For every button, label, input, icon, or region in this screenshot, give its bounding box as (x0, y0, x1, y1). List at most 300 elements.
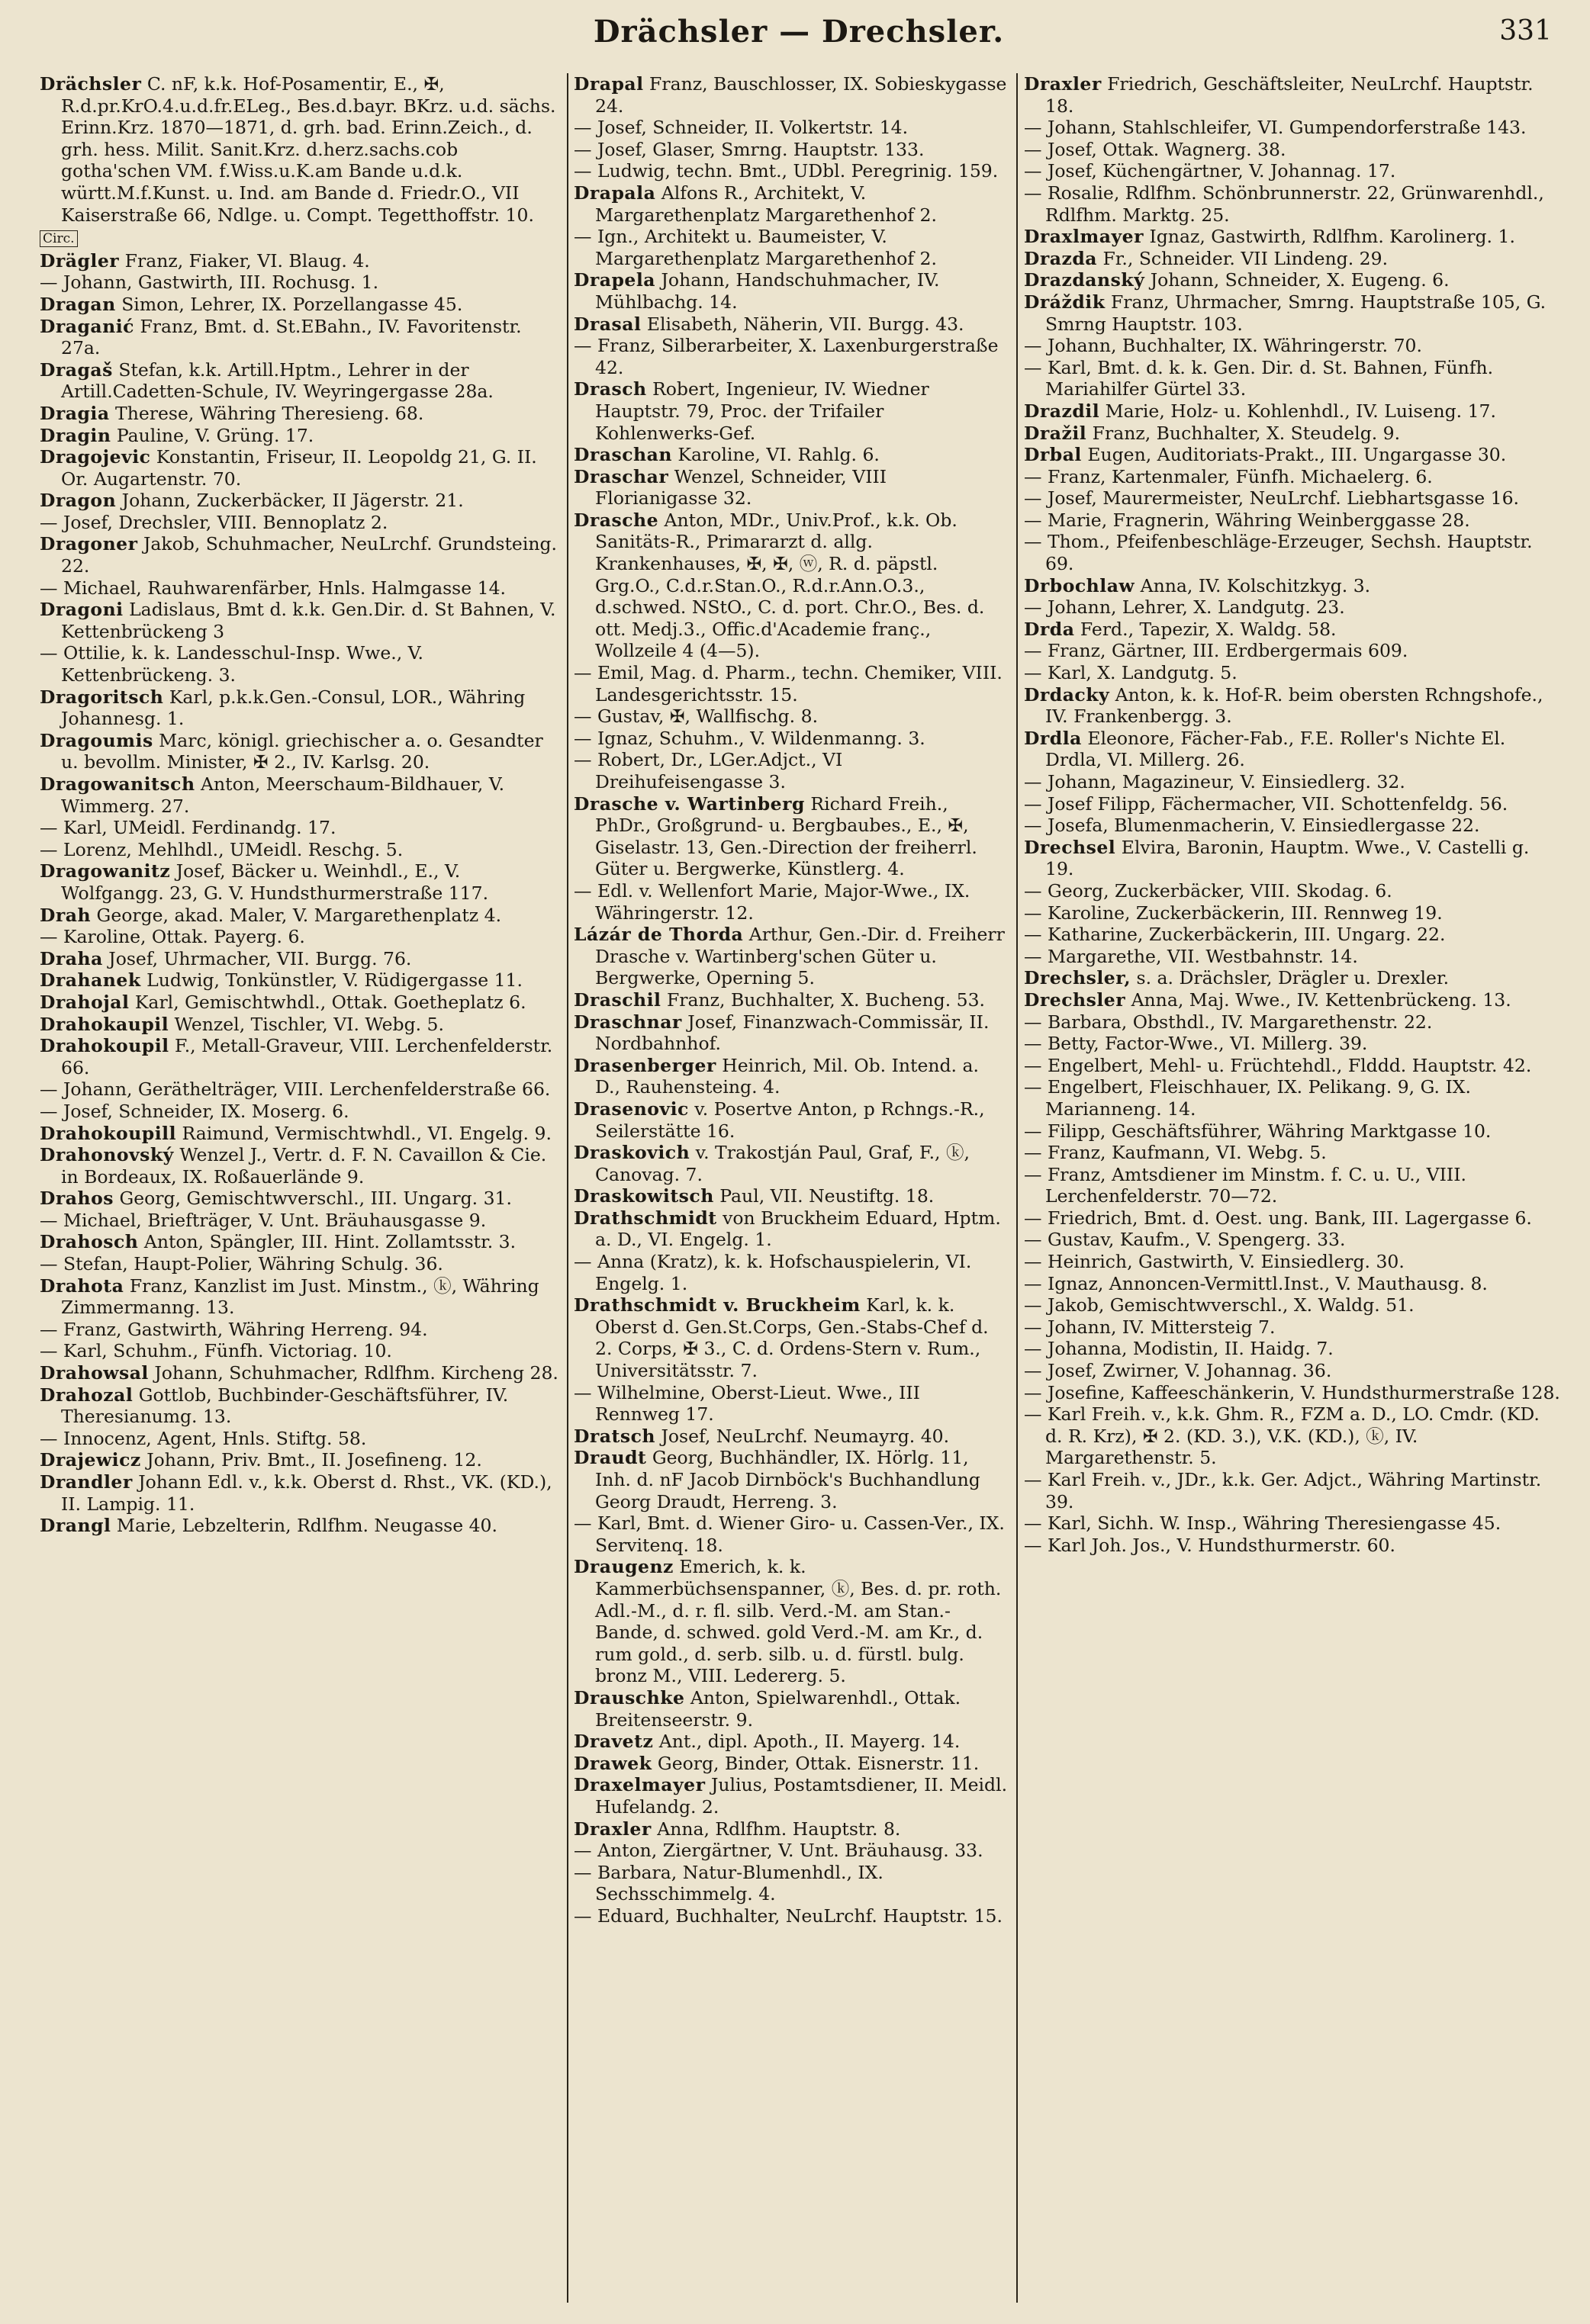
entry-details: Marie, Holz- u. Kohlenhdl., IV. Luiseng. 17. (1099, 400, 1496, 422)
entry-details: — Michael, Rauhwarenfärber, Hnls. Halmgasse 14. (40, 577, 506, 599)
entry-details: — Barbara, Natur-Blumenhdl., IX. Sechsschimmelg. 4. (574, 1861, 884, 1905)
directory-entry (574, 1905, 1009, 1927)
entry-details: — Karoline, Zuckerbäckerin, III. Rennweg 19. (1024, 902, 1443, 924)
entry-details: — Johann, Stahlschleifer, VI. Gumpendorferstraße 143. (1024, 117, 1527, 139)
directory-entry (1024, 1512, 1561, 1535)
entry-details: — Johann, Gastwirth, III. Rochusg. 1. (40, 272, 379, 294)
directory-entry (1024, 444, 1561, 466)
entry-surname: Dragoner (40, 533, 138, 555)
entry-surname: Drapala (574, 182, 656, 204)
entry-details: — Franz, Silberarbeiter, X. Laxenburgerstraße 42. (574, 335, 999, 378)
entry-surname: Drda (1024, 618, 1075, 640)
entry-details: Raimund, Vermischtwhdl., VI. Engelg. 9. (176, 1122, 552, 1144)
entry-details: Johann, Handschuhmacher, IV. Mühlbachg. 14. (595, 269, 940, 313)
entry-details: v. Posertve Anton, p Rchngs.-R., Seilerstätte 16. (595, 1098, 985, 1142)
entry-details: George, akad. Maler, V. Margarethenplatz 4. (91, 904, 502, 926)
directory-entry (1024, 1294, 1561, 1316)
entry-details: — Josef, Schneider, II. Volkertstr. 14. (574, 117, 909, 139)
entry-details: — Josef, Maurermeister, NeuLrchf. Liebhartsgasse 16. (1024, 487, 1520, 509)
entry-details: Georg, Gemischtwverschl., III. Ungarg. 31. (113, 1188, 512, 1210)
directory-entry (1024, 531, 1561, 574)
entry-surname: Drazdanský (1024, 269, 1145, 291)
directory-entry (574, 706, 1009, 728)
entry-details: — Josef, Schneider, IX. Moserg. 6. (40, 1100, 349, 1122)
entry-surname: Drdacky (1024, 683, 1110, 706)
entry-details: — Jakob, Gemischtwverschl., X. Waldg. 51. (1024, 1294, 1415, 1316)
directory-entry (574, 335, 1009, 378)
entry-surname: Dratsch (574, 1425, 655, 1447)
directory-entry (40, 316, 563, 359)
entry-surname: Dragojevic (40, 446, 151, 468)
entry-details: — Karl, X. Landgutg. 5. (1024, 662, 1238, 684)
entry-details: Johann Edl. v., k.k. Oberst d. Rhst., VK. (KD.), II. Lampig. 11. (61, 1471, 552, 1515)
entry-details: — Anna (Kratz), k. k. Hofschauspielerin, VI. Engelg. 1. (574, 1251, 972, 1294)
directory-entry (574, 1426, 1009, 1448)
directory-entry (1024, 880, 1561, 902)
entry-details: — Franz, Gastwirth, Währing Herreng. 94. (40, 1318, 428, 1340)
entry-details: — Katharine, Zuckerbäckerin, III. Ungarg. 22. (1024, 924, 1446, 946)
entry-details: — Thom., Pfeifenbeschläge-Erzeuger, Sechsh. Hauptstr. 69. (1024, 531, 1533, 575)
entry-details: Franz, Buchhalter, X. Steudelg. 9. (1086, 422, 1401, 444)
directory-entry (1024, 160, 1561, 182)
entry-details: — Josef, Zwirner, V. Johannag. 36. (1024, 1360, 1332, 1382)
directory-entry (1024, 902, 1561, 924)
entry-surname: Drahojal (40, 991, 130, 1013)
directory-entry (40, 1035, 563, 1078)
directory-entry (574, 182, 1009, 226)
directory-entry (574, 662, 1009, 706)
directory-entry (40, 577, 563, 599)
directory-entry (1024, 1273, 1561, 1295)
entry-details: — Barbara, Obsthdl., IV. Margarethenstr. 22. (1024, 1011, 1433, 1033)
entry-details: Anton, MDr., Univ.Prof., k.k. Ob. Sanitäts-R., Primararzt d. allg. Krankenhauses, ✠, ✠, ⓦ, R. d. päpstl. Grg.O., C.d.r.Stan.O., R.d.r.Ann.O.3., d.schwed. NStO., C. d. port. Chr.O., Bes. d. ott. Medj.3., Offic.d'Academie franç., Wollzeile 4 (4—5). (595, 509, 985, 662)
entry-details: — Franz, Gärtner, III. Erdbergermais 609. (1024, 640, 1408, 662)
entry-details: von Bruckheim Eduard, Hptm. a. D., VI. Engelg. 1. (595, 1207, 1001, 1251)
entry-surname: Draschnar (574, 1011, 682, 1033)
directory-entry (1024, 640, 1561, 662)
entry-details: Ferd., Tapezir, X. Waldg. 58. (1074, 618, 1337, 640)
directory-entry (574, 1862, 1009, 1905)
directory-entry (1024, 575, 1561, 597)
entry-details: Johann, Zuckerbäcker, II Jägerstr. 21. (116, 490, 464, 512)
entry-surname: Dražil (1024, 422, 1087, 444)
entry-details: — Karl Joh. Jos., V. Hundsthurmerstr. 60. (1024, 1534, 1395, 1556)
entry-details: — Engelbert, Mehl- u. Früchtehdl., Flddd. Hauptstr. 42. (1024, 1054, 1532, 1076)
directory-entry (1024, 793, 1561, 815)
entry-details: F., Metall-Graveur, VIII. Lerchenfelderstr. 66. (61, 1035, 553, 1078)
entry-details: — Karl, Bmt. d. Wiener Giro- u. Cassen-Ver., IX. Servitenq. 18. (574, 1512, 1005, 1556)
entry-details: — Ludwig, techn. Bmt., UDbl. Peregrinig. 159. (574, 160, 999, 182)
directory-entry (40, 1275, 563, 1319)
directory-entry (40, 969, 563, 992)
entry-surname: Drangl (40, 1515, 111, 1537)
directory-entry (1024, 423, 1561, 445)
directory-entry (40, 1144, 563, 1188)
entry-details: — Edl. v. Wellenfort Marie, Major-Wwe., IX. Währingerstr. 12. (574, 879, 970, 924)
directory-entry (1024, 1229, 1561, 1251)
directory-entry (1024, 1055, 1561, 1077)
entry-details: Robert, Ingenieur, IV. Wiedner Hauptstr. 79, Proc. der Trifailer Kohlenwerks-Gef. (595, 378, 929, 444)
directory-entry (40, 642, 563, 686)
entry-surname: Drdla (1024, 727, 1082, 749)
entry-details: — Emil, Mag. d. Pharm., techn. Chemiker, VIII. Landesgerichtsstr. 15. (574, 662, 1003, 706)
directory-entry (40, 599, 563, 642)
directory-entry (40, 73, 563, 226)
directory-entry (574, 1098, 1009, 1142)
entry-surname: Drägler (40, 249, 120, 272)
entry-details: Franz, Bmt. d. St.EBahn., IV. Favoritenstr. 27a. (61, 315, 522, 359)
entry-surname: Drauschke (574, 1686, 685, 1708)
directory-entry (574, 1818, 1009, 1840)
entry-details: Wenzel, Schneider, VIII Florianigasse 32. (595, 465, 887, 509)
directory-entry (40, 490, 563, 512)
directory-entry (1024, 1120, 1561, 1143)
directory-entry (40, 294, 563, 316)
entry-details: — Ottilie, k. k. Landesschul-Insp. Wwe., V. Kettenbrückeng. 3. (40, 642, 423, 686)
directory-entry (574, 880, 1009, 924)
directory-entry (40, 446, 563, 490)
directory-entry (40, 1078, 563, 1101)
entry-details: — Karl, Schuhm., Fünfh. Victoriag. 10. (40, 1340, 392, 1362)
entry-details: Jakob, Schuhmacher, NeuLrchf. Grundsteing. 22. (61, 533, 557, 577)
entry-details: Friedrich, Geschäftsleiter, NeuLrchf. Hauptstr. 18. (1045, 73, 1534, 117)
directory-entry (40, 1428, 563, 1450)
directory-entry (40, 1101, 563, 1123)
entry-details: — Josef, Drechsler, VIII. Bennoplatz 2. (40, 511, 388, 533)
directory-entry (574, 989, 1009, 1011)
directory-entry (40, 839, 563, 861)
entry-details: Anna, Rdlfhm. Hauptstr. 8. (651, 1818, 901, 1840)
directory-entry (40, 1340, 563, 1362)
entry-details: Paul, VII. Neustiftg. 18. (713, 1185, 935, 1207)
directory-entry (1024, 815, 1561, 837)
entry-surname: Drahonovský (40, 1144, 174, 1166)
entry-details: — Johann, Lehrer, X. Landgutg. 23. (1024, 596, 1345, 619)
directory-entry (574, 1185, 1009, 1207)
entry-details: — Karl, Sichh. W. Insp., Währing Theresiengasse 45. (1024, 1512, 1501, 1535)
entry-surname: Dragon (40, 490, 117, 512)
directory-entry (1024, 946, 1561, 968)
directory-entry (1024, 837, 1561, 880)
directory-entry (574, 1753, 1009, 1775)
entry-details: Ant., dipl. Apoth., II. Mayerg. 14. (653, 1731, 961, 1753)
directory-entry (574, 160, 1009, 182)
entry-details: Eugen, Auditoriats-Prakt., III. Ungargasse 30. (1081, 444, 1507, 466)
entry-surname: Draugenz (574, 1556, 674, 1578)
directory-entry (1024, 291, 1561, 335)
entry-surname: Dragan (40, 293, 116, 315)
directory-entry (40, 1188, 563, 1210)
entry-surname: Draganić (40, 315, 134, 337)
entry-details: Franz, Kanzlist im Just. Minstm., ⓚ, Währing Zimmermanng. 13. (61, 1275, 539, 1319)
entry-details: — Josef, Küchengärtner, V. Johannag. 17. (1024, 160, 1396, 182)
entry-surname: Draxelmayer (574, 1774, 706, 1796)
entry-surname: Drahokaupil (40, 1013, 169, 1035)
directory-entry (574, 1512, 1009, 1556)
directory-entry (40, 1471, 563, 1515)
entry-surname: Draskovich (574, 1142, 690, 1164)
entry-details: Franz, Bauschlosser, IX. Sobieskygasse 24. (595, 73, 1007, 117)
directory-entry (574, 466, 1009, 509)
entry-details: — Filipp, Geschäftsführer, Währing Marktgasse 10. (1024, 1120, 1492, 1142)
entry-surname: Drah (40, 904, 92, 926)
directory-entry (40, 730, 563, 773)
entry-details: — Anton, Ziergärtner, V. Unt. Bräuhausg. 33. (574, 1840, 983, 1862)
entry-surname: Dragowanitsch (40, 773, 195, 795)
directory-entry (1024, 357, 1561, 400)
entry-surname: Drahos (40, 1188, 114, 1210)
directory-entry (1024, 248, 1561, 270)
directory-entry (574, 1687, 1009, 1731)
entry-details: — Betty, Factor-Wwe., VI. Millerg. 39. (1024, 1033, 1368, 1055)
entry-surname: Drapela (574, 269, 656, 291)
directory-entry (40, 1449, 563, 1471)
entry-details: Konstantin, Friseur, II. Leopoldg 21, G. II. Or. Augartenstr. 70. (61, 446, 537, 490)
entry-details: — Eduard, Buchhalter, NeuLrchf. Hauptstr. 15. (574, 1905, 1003, 1927)
entry-details: Josef, Uhrmacher, VII. Burgg. 76. (102, 947, 412, 969)
entry-details: — Heinrich, Gastwirth, V. Einsiedlerg. 30. (1024, 1251, 1405, 1273)
directory-entry (574, 1774, 1009, 1818)
entry-details: — Stefan, Haupt-Polier, Währing Schulg. 36. (40, 1253, 443, 1275)
entry-surname: Dragaš (40, 358, 113, 381)
entry-surname: Dragoritsch (40, 686, 164, 708)
entry-details: — Karl, UMeidl. Ferdinandg. 17. (40, 817, 336, 839)
entry-details: Georg, Binder, Ottak. Eisnerstr. 11. (652, 1752, 980, 1774)
directory-entry (40, 1231, 563, 1253)
entry-details: Pauline, V. Grüng. 17. (111, 424, 314, 446)
directory-entry (40, 1210, 563, 1232)
entry-details: — Josefine, Kaffeeschänkerin, V. Hundsthurmerstraße 128. (1024, 1381, 1560, 1403)
directory-entry (574, 139, 1009, 161)
entry-surname: Draskowitsch (574, 1185, 714, 1207)
entry-surname: Drahozal (40, 1384, 134, 1406)
directory-entry (1024, 662, 1561, 684)
column-rule-2 (1016, 73, 1018, 2303)
directory-entry (574, 1011, 1009, 1055)
entry-details: Franz, Fiaker, VI. Blaug. 4. (119, 249, 370, 272)
entry-surname: Drahowsal (40, 1362, 149, 1384)
directory-entry (40, 1253, 563, 1275)
column-1 (40, 73, 563, 2309)
entry-details: Therese, Währing Theresieng. 68. (109, 402, 424, 424)
column-2 (574, 73, 1009, 2309)
entry-details: — Karl Freih. v., k.k. Ghm. R., FZM a. D., LO. Cmdr. (KD. d. R. Krz), ✠ 2. (KD. 3.), V.K. (KD.), ⓚ, IV. Margarethenstr. 5. (1024, 1403, 1540, 1469)
directory-entry (574, 1556, 1009, 1687)
entry-details: — Josefa, Blumenmacherin, V. Einsiedlergasse 22. (1024, 815, 1480, 837)
entry-details: — Friedrich, Bmt. d. Oest. ung. Bank, III. Lagergasse 6. (1024, 1207, 1532, 1229)
entry-details: — Ignaz, Annoncen-Vermittl.Inst., V. Mauthausg. 8. (1024, 1272, 1488, 1294)
entry-details: — Michael, Briefträger, V. Unt. Bräuhausgasse 9. (40, 1209, 487, 1231)
entry-surname: Drasch (574, 378, 647, 400)
entry-details: Franz, Buchhalter, X. Bucheng. 53. (661, 988, 986, 1011)
entry-details: — Karoline, Ottak. Payerg. 6. (40, 926, 305, 948)
directory-entry (40, 403, 563, 425)
entry-surname: Drbal (1024, 444, 1082, 466)
directory-entry (1024, 182, 1561, 226)
entry-details: — Karl Freih. v., JDr., k.k. Ger. Adjct., Währing Martinstr. 39. (1024, 1469, 1542, 1512)
entry-surname: Draschan (574, 444, 672, 466)
entry-details: Alfons R., Architekt, V. Margarethenplatz Margarethenhof 2. (595, 182, 937, 226)
directory-entry (40, 773, 563, 817)
entry-details: — Karl, Bmt. d. k. k. Gen. Dir. d. St. Bahnen, Fünfh. Mariahilfer Gürtel 33. (1024, 356, 1494, 400)
directory-entry (574, 378, 1009, 444)
directory-entry (574, 444, 1009, 466)
directory-entry (1024, 1164, 1561, 1207)
directory-entry (1024, 1011, 1561, 1033)
column-3 (1024, 73, 1561, 2309)
entry-surname: Drasche (574, 509, 659, 531)
entry-surname: Dragowanitz (40, 860, 171, 882)
directory-entry (40, 860, 563, 904)
directory-entry (1024, 117, 1561, 139)
directory-entry (40, 533, 563, 577)
entry-details: — Johann, Buchhalter, IX. Währingerstr. 70. (1024, 335, 1422, 357)
directory-entry (40, 926, 563, 948)
entry-details: s. a. Drächsler, Drägler u. Drexler. (1131, 967, 1450, 989)
entry-surname: Draschar (574, 465, 669, 487)
running-title: Drächsler — Drechsler. (593, 14, 1005, 50)
entry-details: Ludwig, Tonkünstler, V. Rüdigergasse 11. (140, 969, 523, 992)
directory-entry (574, 1731, 1009, 1753)
entry-surname: Drasenovic (574, 1098, 689, 1120)
directory-entry (40, 359, 563, 403)
entry-surname: Drahokoupill (40, 1122, 177, 1144)
entry-details: — Margarethe, VII. Westbahnstr. 14. (1024, 945, 1358, 967)
directory-entry (40, 425, 563, 447)
entry-surname: Drajewicz (40, 1449, 141, 1471)
entry-surname: Drechsler, (1024, 967, 1131, 989)
directory-entry (1024, 989, 1561, 1011)
entry-details: Marie, Lebzelterin, Rdlfhm. Neugasse 40. (111, 1515, 497, 1537)
entry-details: — Johann, Geräthelträger, VIII. Lerchenfelderstraße 66. (40, 1078, 551, 1101)
entry-surname: Dráždik (1024, 291, 1106, 313)
entry-details: Anna, Maj. Wwe., IV. Kettenbrückeng. 13. (1125, 988, 1511, 1011)
entry-details: Karl, k. k. Oberst d. Gen.St.Corps, Gen.-Stabs-Chef d. 2. Corps, ✠ 3., C. d. Ordens-Stern v. Rum., Universitätsstr. 7. (595, 1294, 989, 1382)
directory-entry (40, 1123, 563, 1145)
page-header (46, 8, 1552, 56)
entry-details: — Robert, Dr., LGer.Adjct., VI Dreihufeisengasse 3. (574, 749, 843, 792)
entry-surname: Dragoni (40, 599, 124, 621)
entry-surname: Drechsel (1024, 836, 1116, 858)
entry-details: Eleonore, Fächer-Fab., F.E. Roller's Nichte El. Drdla, VI. Millerg. 26. (1045, 727, 1506, 771)
entry-details: Ignaz, Gastwirth, Rdlfhm. Karolinerg. 1. (1144, 226, 1515, 248)
directory-entry (574, 728, 1009, 750)
entry-details: Johann, Schneider, X. Eugeng. 6. (1144, 269, 1450, 291)
directory-entry (1024, 728, 1561, 771)
entry-details: Franz, Uhrmacher, Smrng. Hauptstraße 105, G. Smrng Hauptstr. 103. (1045, 291, 1547, 335)
entry-surname: Drächsler (40, 73, 142, 95)
directory-entry (40, 1515, 563, 1537)
directory-entry (574, 1840, 1009, 1862)
entry-details: Elisabeth, Näherin, VII. Burgg. 43. (641, 313, 964, 335)
directory-entry (1024, 684, 1561, 728)
entry-surname: Drawek (574, 1752, 652, 1774)
entry-surname: Drasenberger (574, 1054, 716, 1076)
entry-surname: Dragin (40, 424, 111, 446)
directory-entry (1024, 269, 1561, 291)
directory-entry (1024, 619, 1561, 641)
entry-surname: Drathschmidt v. Bruckheim (574, 1294, 861, 1316)
directory-entry (574, 1207, 1009, 1251)
directory-entry (1024, 1338, 1561, 1360)
directory-entry (574, 1251, 1009, 1294)
entry-details: — Franz, Kaufmann, VI. Webg. 5. (1024, 1142, 1327, 1164)
column-rule-1 (567, 73, 568, 2303)
directory-entry (1024, 1033, 1561, 1055)
directory-entry (40, 992, 563, 1014)
directory-entry (1024, 1076, 1561, 1120)
directory-entry (574, 793, 1009, 880)
directory-entry (574, 1142, 1009, 1185)
entry-details: Elvira, Baronin, Hauptm. Wwe., V. Castelli g. 19. (1045, 836, 1530, 880)
directory-entry (40, 1362, 563, 1384)
entry-surname: Drasche v. Wartinberg (574, 792, 805, 815)
page-number: 331 (1499, 15, 1552, 47)
entry-details: Simon, Lehrer, IX. Porzellangasse 45. (115, 293, 463, 315)
entry-surname: Dragia (40, 402, 110, 424)
directory-entry (1024, 771, 1561, 793)
entry-details: Josef, Bäcker u. Weinhdl., E., V. Wolfgangg. 23, G. V. Hundsthurmerstraße 117. (61, 860, 489, 904)
directory-entry (574, 117, 1009, 139)
entry-details: — Johann, Magazineur, V. Einsiedlerg. 32. (1024, 771, 1405, 792)
entry-details: Richard Freih., PhDr., Großgrund- u. Bergbaubes., E., ✠, Giselastr. 13, Gen.-Direction der freiherrl. Güter u. Bergwerke, Künstlerg. 4. (595, 792, 977, 880)
entry-surname: Lázár de Thorda (574, 924, 744, 946)
directory-entry (40, 948, 563, 970)
entry-details: Wenzel J., Vertr. d. F. N. Cavaillon & Cie. in Bordeaux, IX. Roßauerlände 9. (61, 1144, 547, 1188)
directory-entry (1024, 1403, 1561, 1469)
entry-details: — Gustav, Kaufm., V. Spengerg. 33. (1024, 1229, 1346, 1251)
entry-details: Karl, Gemischtwhdl., Ottak. Goetheplatz 6. (129, 991, 526, 1013)
entry-details: Wenzel, Tischler, VI. Webg. 5. (169, 1013, 444, 1035)
entry-surname: Drasal (574, 313, 642, 335)
directory-entry (40, 817, 563, 839)
entry-details: — Wilhelmine, Oberst-Lieut. Wwe., III Rennweg 17. (574, 1381, 920, 1426)
entry-surname: Drahokoupil (40, 1035, 169, 1057)
entry-details: — Franz, Amtsdiener im Minstm. f. C. u. U., VIII. Lerchenfelderstr. 70—72. (1024, 1163, 1466, 1207)
entry-surname: Draxlmayer (1024, 226, 1144, 248)
directory-entry (1024, 1360, 1561, 1382)
entry-details: — Engelbert, Fleischhauer, IX. Pelikang. 9, G. IX. Marianneng. 14. (1024, 1076, 1471, 1120)
directory-entry (1024, 1469, 1561, 1512)
entry-details: Johann, Priv. Bmt., II. Josefineng. 12. (140, 1449, 482, 1471)
entry-surname: Draxler (574, 1818, 652, 1840)
directory-entry (40, 250, 563, 272)
entry-details: Josef, NeuLrchf. Neumayrg. 40. (655, 1425, 950, 1447)
entry-details: — Ignaz, Schuhm., V. Wildenmanng. 3. (574, 727, 925, 749)
directory-entry (1024, 967, 1561, 989)
directory-entry (40, 272, 563, 294)
entry-surname: Drechsler (1024, 988, 1126, 1011)
directory-entry (40, 1319, 563, 1341)
entry-details: — Innocenz, Agent, Hnls. Stiftg. 58. (40, 1427, 367, 1449)
directory-entry (1024, 1316, 1561, 1339)
directory-entry (574, 226, 1009, 269)
entry-details: Gottlob, Buchbinder-Geschäftsführer, IV. Theresianumg. 13. (61, 1384, 509, 1428)
entry-details: Fr., Schneider. VII Lindeng. 29. (1097, 247, 1389, 269)
directory-entry (574, 313, 1009, 336)
entry-surname: Drazda (1024, 247, 1097, 269)
directory-entry (1024, 226, 1561, 248)
directory-entry (1024, 487, 1561, 509)
entry-details: — Johann, IV. Mittersteig 7. (1024, 1316, 1276, 1338)
entry-details: Anton, Spängler, III. Hint. Zollamtsstr. 3. (138, 1231, 517, 1253)
entry-details: — Johanna, Modistin, II. Haidg. 7. (1024, 1338, 1334, 1360)
directory-entry (574, 509, 1009, 662)
entry-surname: Drathschmidt (574, 1207, 717, 1229)
directory-entry (1024, 139, 1561, 161)
entry-details: — Josef Filipp, Fächermacher, VII. Schottenfeldg. 56. (1024, 792, 1508, 815)
entry-details: Ladislaus, Bmt d. k.k. Gen.Dir. d. St Bahnen, V. Kettenbrückeng 3 (61, 599, 556, 642)
